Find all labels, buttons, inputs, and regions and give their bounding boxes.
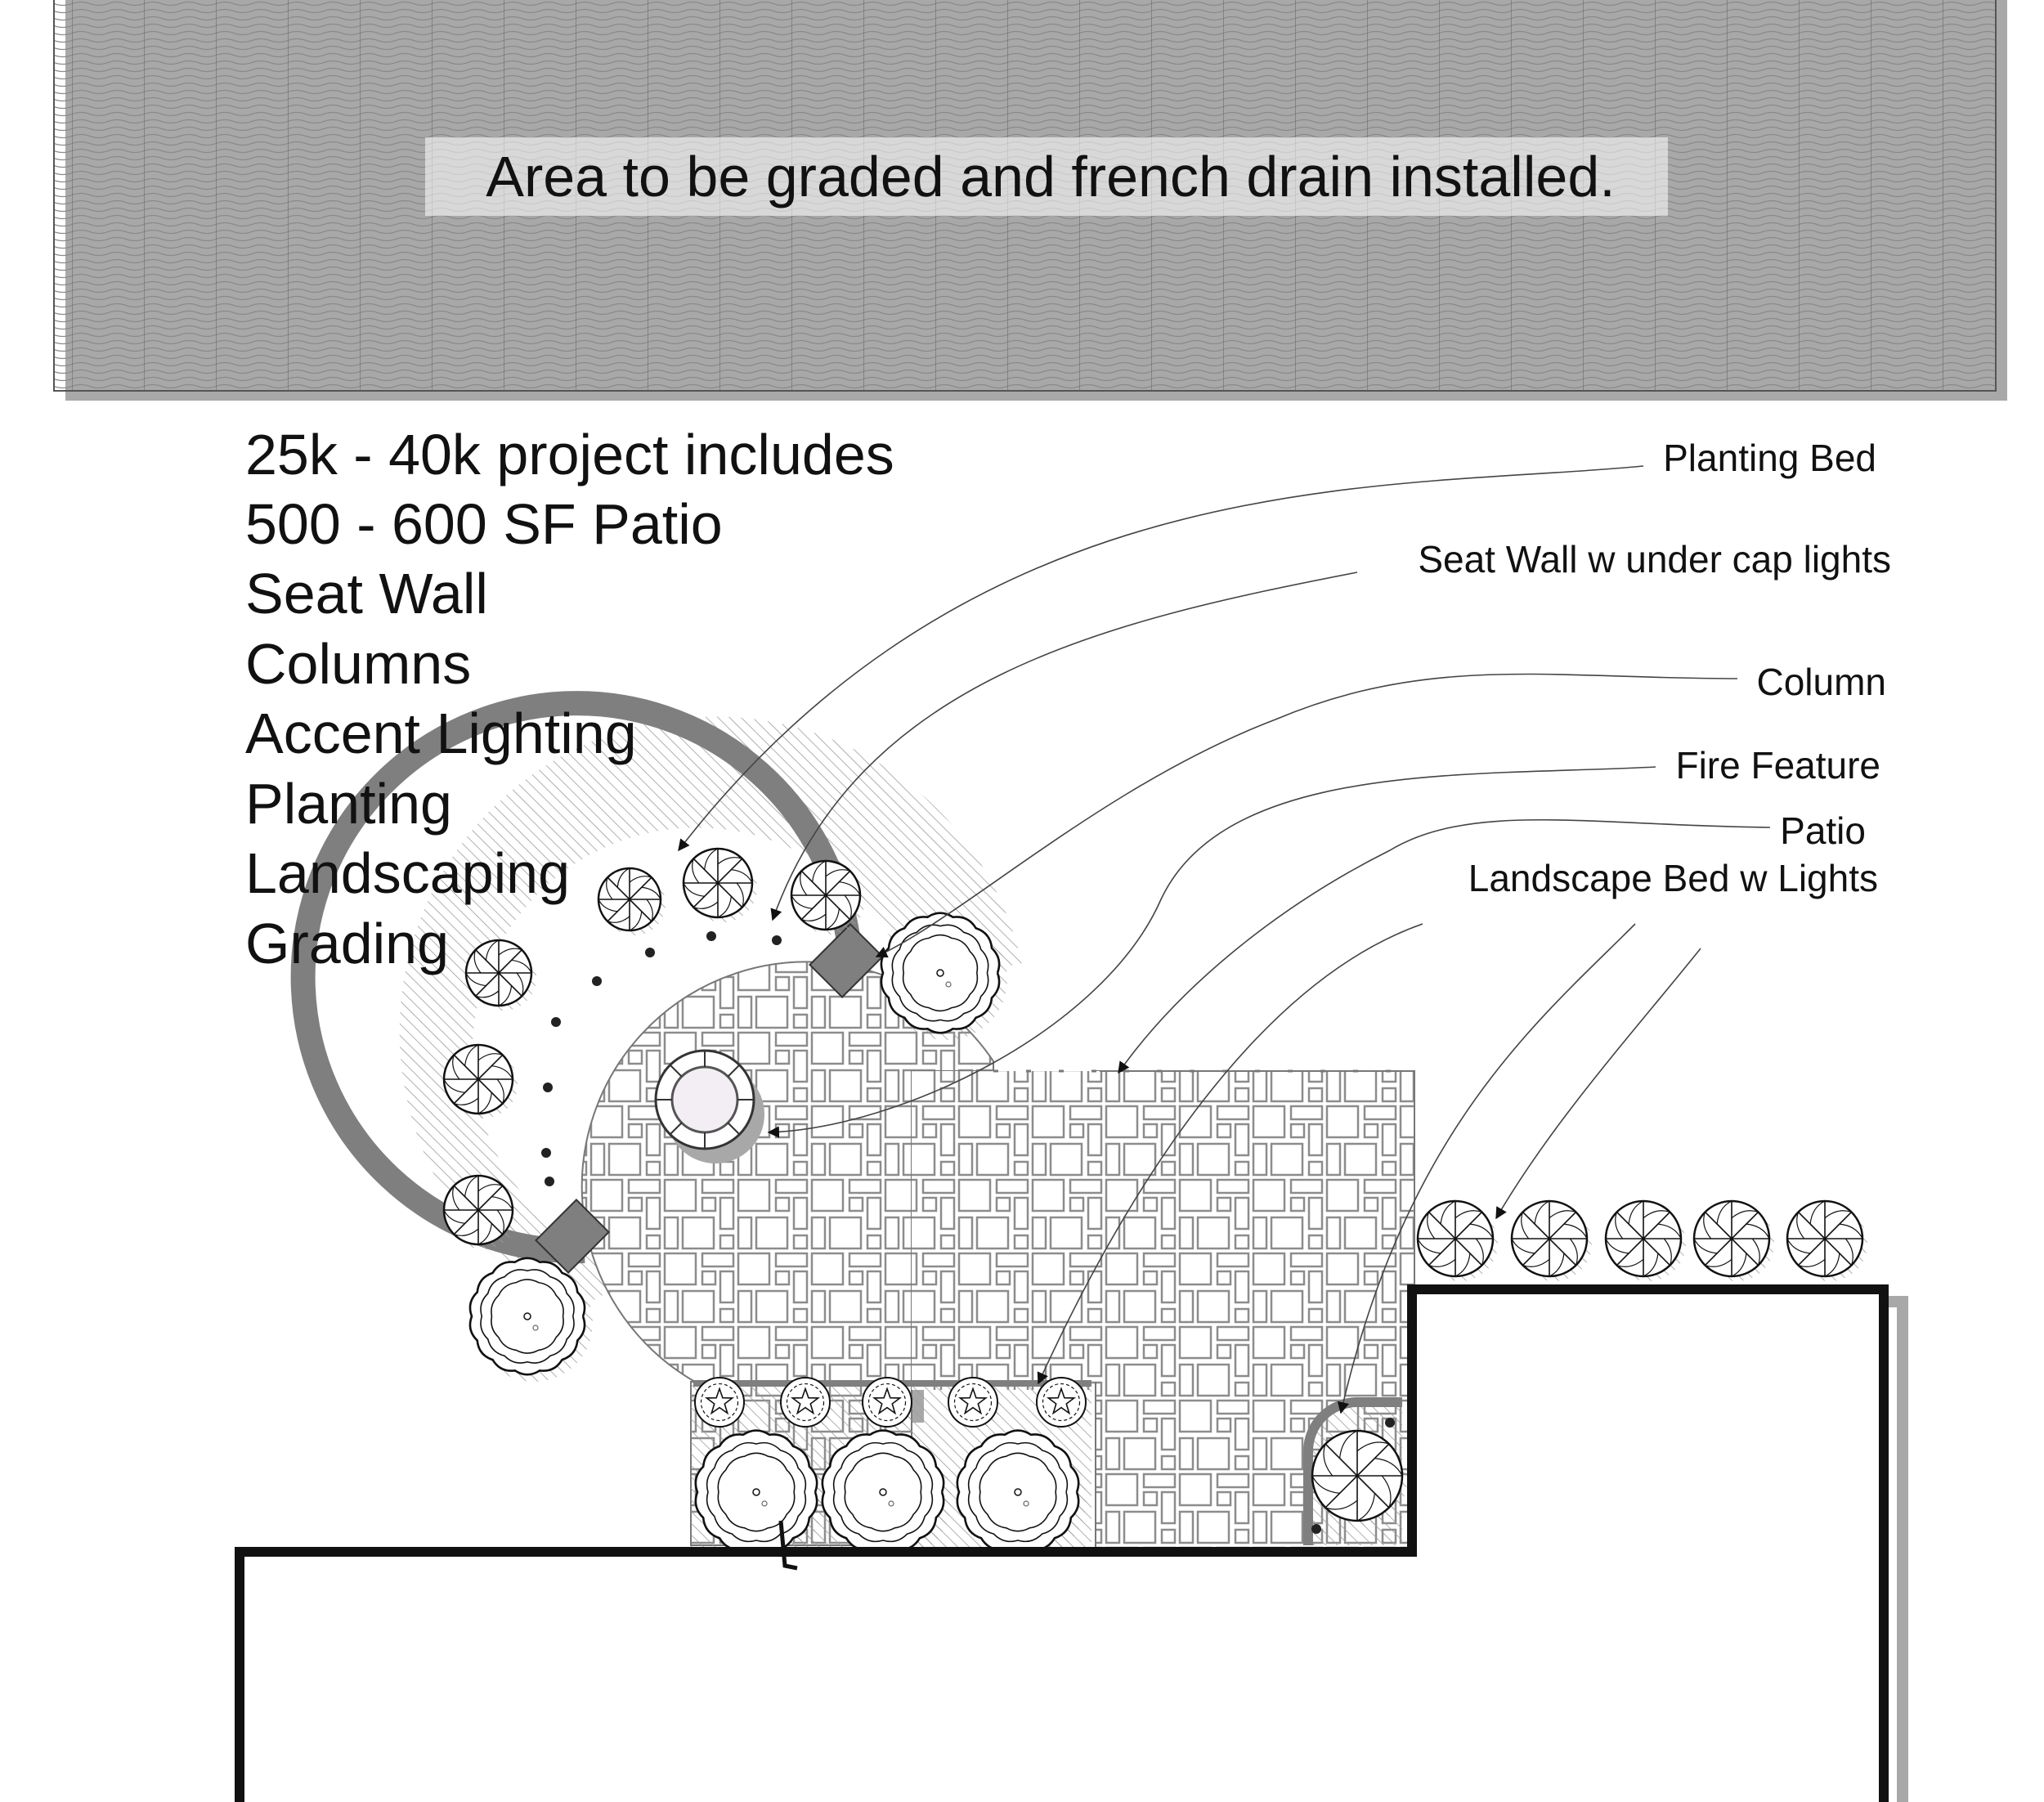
tree-symbol (1787, 1201, 1867, 1281)
scope-line: Landscaping (245, 841, 570, 905)
callout-column: Column (1756, 661, 1886, 703)
scope-line: 500 - 600 SF Patio (245, 492, 723, 556)
callout-seat-wall: Seat Wall w under cap lights (1418, 538, 1891, 580)
tree-symbol (598, 868, 666, 935)
tree-symbol (1606, 1201, 1686, 1281)
tree-symbol (1694, 1201, 1774, 1281)
callouts (1418, 437, 1891, 899)
callout-patio: Patio (1780, 809, 1866, 852)
scope-line: Seat Wall (245, 562, 488, 625)
scope-line: Planting (245, 772, 452, 836)
scope-line: 25k - 40k project includes (245, 423, 894, 486)
callout-fire-feature: Fire Feature (1675, 744, 1880, 787)
grading-area (54, 0, 2007, 401)
tree-symbol (1512, 1201, 1592, 1281)
callout-planting-bed: Planting Bed (1663, 437, 1876, 479)
scope-line: Columns (245, 632, 472, 696)
scope-line: Accent Lighting (245, 702, 637, 765)
tree-symbol (684, 849, 757, 922)
grading-note: Area to be graded and french drain installed. (486, 145, 1616, 208)
tree-symbol (1418, 1201, 1498, 1281)
scope-line: Grading (245, 912, 450, 975)
leader-landscape-bed-3 (1496, 948, 1701, 1218)
callout-landscape-bed: Landscape Bed w Lights (1468, 857, 1878, 899)
